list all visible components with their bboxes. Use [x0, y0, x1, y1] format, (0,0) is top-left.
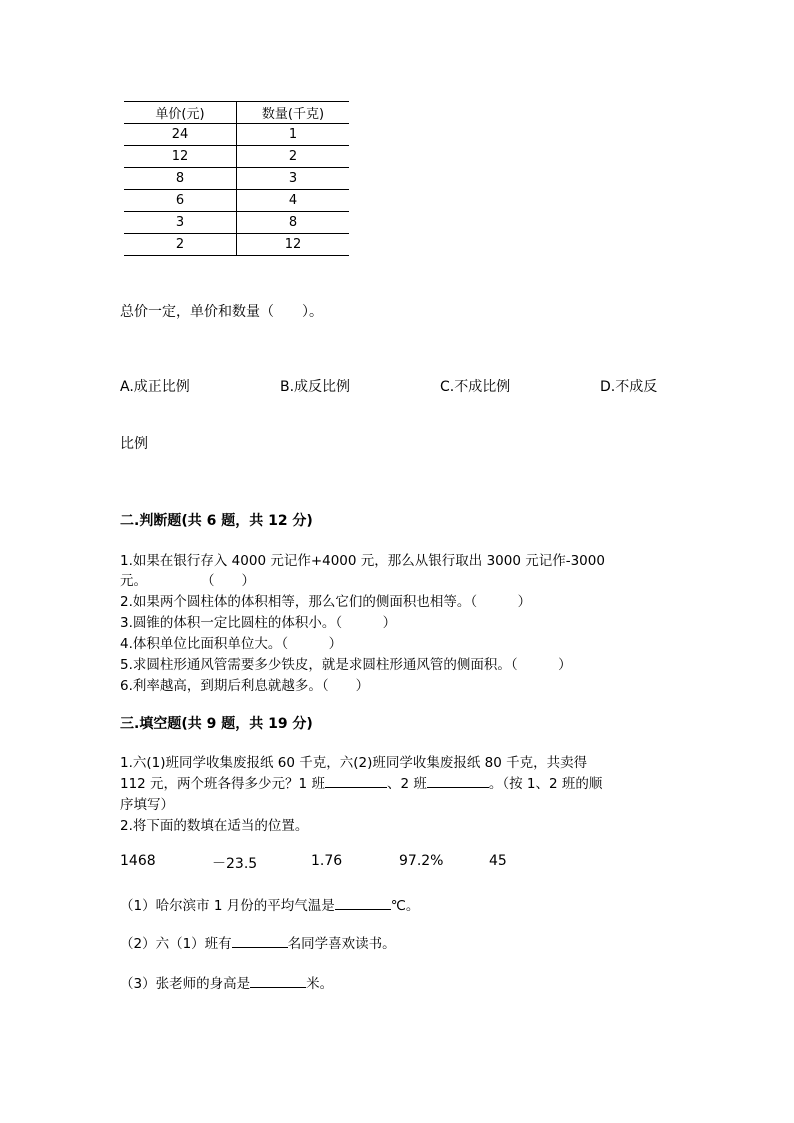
cell-quantity: 12: [237, 234, 350, 256]
cell-quantity: 8: [237, 212, 350, 234]
fill-q1-line3: 序填写）: [120, 797, 174, 813]
fill-q1-line2: [120, 772, 602, 792]
table-row: [124, 168, 349, 190]
fill-sub1-unit: ℃。: [390, 898, 420, 914]
judgment-q2: 2.如果两个圆柱体的体积相等，那么它们的侧面积也相等。（ ）: [120, 594, 532, 610]
judgment-q1-line1: 1.如果在银行存入 4000 元记作+4000 元，那么从银行取出 3000 元记作-3000: [120, 553, 605, 569]
cell-price: 6: [124, 190, 237, 212]
section-title-fill: 三.填空题(共 9 题，共 19 分): [120, 716, 313, 732]
cell-price: 12: [124, 146, 237, 168]
number-neg-23-5: －23.5: [212, 856, 258, 872]
judgment-q4: 4.体积单位比面积单位大。（ ）: [120, 636, 343, 652]
number-1-76: 1.76: [311, 853, 343, 869]
header-unit-price: 单价(元): [124, 102, 237, 124]
judgment-q3: 3.圆锥的体积一定比圆柱的体积小。（ ）: [120, 615, 397, 631]
cell-quantity: 2: [237, 146, 350, 168]
section-title-judgment: 二.判断题(共 6 题，共 12 分): [120, 513, 313, 529]
fill-sub3: [120, 972, 333, 992]
cell-quantity: 1: [237, 124, 350, 146]
cell-price: 3: [124, 212, 237, 234]
students-blank[interactable]: [232, 933, 288, 948]
class1-answer-blank[interactable]: [325, 773, 387, 788]
fill-sub2: [120, 932, 396, 952]
option-d[interactable]: D.不成反: [600, 379, 658, 395]
judgment-q1-line2: 元。 （ ）: [120, 573, 255, 589]
number-97-2-percent: 97.2%: [399, 853, 444, 869]
fill-sub3-text: （3）张老师的身高是: [120, 976, 251, 992]
height-blank[interactable]: [250, 973, 306, 988]
table-row: [124, 234, 349, 256]
fill-q2: 2.将下面的数填在适当的位置。: [120, 818, 309, 834]
option-c[interactable]: C.不成比例: [440, 379, 511, 395]
judgment-q5: 5.求圆柱形通风管需要多少铁皮，就是求圆柱形通风管的侧面积。（ ）: [120, 657, 572, 673]
fill-q1-text-a: 112 元，两个班各得多少元？1 班: [120, 776, 325, 792]
price-quantity-table: [124, 101, 349, 256]
header-quantity: 数量(千克): [237, 102, 350, 124]
temperature-blank[interactable]: [335, 895, 391, 910]
option-d-continued: 比例: [120, 436, 148, 452]
fill-sub2-suffix: 名同学喜欢读书。: [287, 936, 396, 952]
fill-sub1-text: （1）哈尔滨市 1 月份的平均气温是: [120, 898, 335, 914]
cell-quantity: 3: [237, 168, 350, 190]
option-b[interactable]: B.成反比例: [280, 379, 351, 395]
cell-quantity: 4: [237, 190, 350, 212]
option-a[interactable]: A.成正比例: [120, 379, 190, 395]
cell-price: 2: [124, 234, 237, 256]
table-row: [124, 124, 349, 146]
number-45: 45: [489, 853, 507, 869]
fill-sub2-text: （2）六（1）班有: [120, 936, 232, 952]
question-stem: 总价一定，单价和数量（ ）。: [120, 304, 323, 320]
fill-q1-text-c: 。（按 1、2 班的顺: [488, 776, 603, 792]
cell-price: 24: [124, 124, 237, 146]
fill-q1-line1: 1.六(1)班同学收集废报纸 60 千克，六(2)班同学收集废报纸 80 千克，共卖得: [120, 755, 588, 771]
fill-sub3-unit: 米。: [306, 976, 334, 992]
table-row: [124, 190, 349, 212]
cell-price: 8: [124, 168, 237, 190]
table-row: [124, 212, 349, 234]
number-1468: 1468: [120, 853, 156, 869]
class2-answer-blank[interactable]: [427, 773, 489, 788]
fill-sub1: [120, 894, 419, 914]
table-header-row: [124, 102, 349, 124]
fill-q1-text-b: 、2 班: [386, 776, 427, 792]
table-row: [124, 146, 349, 168]
judgment-q6: 6.利率越高，到期后利息就越多。（ ）: [120, 678, 370, 694]
